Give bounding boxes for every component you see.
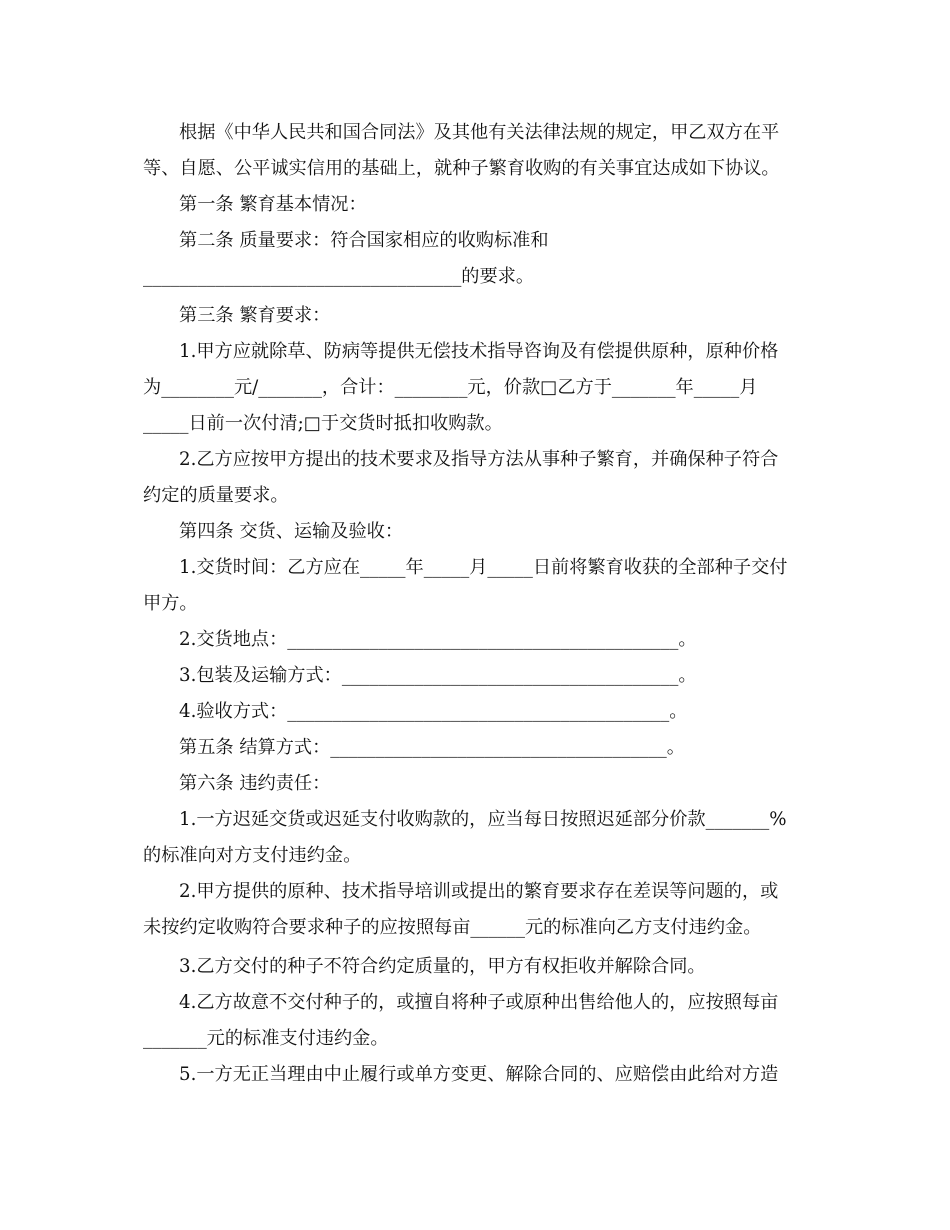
article-3-item-2-line-1: 2.乙方应按甲方提出的技术要求及指导方法从事种子繁育，并确保种子符合 xyxy=(179,449,779,470)
article-3-item-2-line-2: 约定的质量要求。 xyxy=(143,485,289,506)
article-4-heading: 第四条 交货、运输及验收： xyxy=(179,521,404,542)
paragraph-intro-line-2: 等、自愿、公平诚实信用的基础上，就种子繁育收购的有关事宜达成如下协议。 xyxy=(143,158,780,179)
article-6-item-4-line-1: 4.乙方故意不交付种子的，或擅自将种子或原种出售给他人的，应按照每亩 xyxy=(179,992,779,1013)
article-3-item-1-line-1: 1.甲方应就除草、防病等提供无偿技术指导咨询及有偿提供原种，原种价格 xyxy=(179,341,779,362)
article-3-item-1-line-2: 为________元/_______，合计：________元，价款□乙方于_______年_____月 xyxy=(143,377,758,398)
article-4-item-4: 4.验收方式：__________________________________________。 xyxy=(179,701,688,722)
article-3-item-1-line-3: _____日前一次付清;□于交货时抵扣收购款。 xyxy=(143,413,503,434)
article-2-heading: 第二条 质量要求：符合国家相应的收购标准和 xyxy=(179,230,549,251)
article-4-item-1-line-1: 1.交货时间：乙方应在_____年_____月_____日前将繁育收获的全部种子交付 xyxy=(179,557,788,578)
article-3-heading: 第三条 繁育要求： xyxy=(179,305,331,326)
article-6-item-1-line-2: 的标准向对方支付违约金。 xyxy=(143,845,362,866)
article-4-item-3: 3.包装及运输方式：_____________________________________。 xyxy=(179,665,697,686)
article-6-heading: 第六条 违约责任： xyxy=(179,773,331,794)
article-6-item-2-line-1: 2.甲方提供的原种、技术指导培训或提出的繁育要求存在差误等问题的，或 xyxy=(179,881,779,902)
article-6-item-1-line-1: 1.一方迟延交货或迟延支付收购款的，应当每日按照迟延部分价款_______% xyxy=(179,809,787,830)
paragraph-intro-line-1: 根据《中华人民共和国合同法》及其他有关法律法规的规定，甲乙双方在平 xyxy=(179,122,780,143)
article-6-item-5-line-1: 5.一方无正当理由中止履行或单方变更、解除合同的、应赔偿由此给对方造 xyxy=(179,1064,779,1085)
article-4-item-1-line-2: 甲方。 xyxy=(143,593,198,614)
article-4-item-2: 2.交货地点：___________________________________________。 xyxy=(179,629,697,650)
article-6-item-3: 3.乙方交付的种子不符合约定质量的，甲方有权拒收并解除合同。 xyxy=(179,956,706,977)
article-6-item-4-line-2: _______元的标准支付违约金。 xyxy=(143,1028,389,1049)
article-5-heading: 第五条 结算方式：_____________________________________。 xyxy=(179,737,685,758)
article-2-blank-line: ___________________________________的要求。 xyxy=(143,266,535,287)
article-1-heading: 第一条 繁育基本情况： xyxy=(179,194,367,215)
article-6-item-2-line-2: 未按约定收购符合要求种子的应按照每亩______元的标准向乙方支付违约金。 xyxy=(143,917,762,938)
